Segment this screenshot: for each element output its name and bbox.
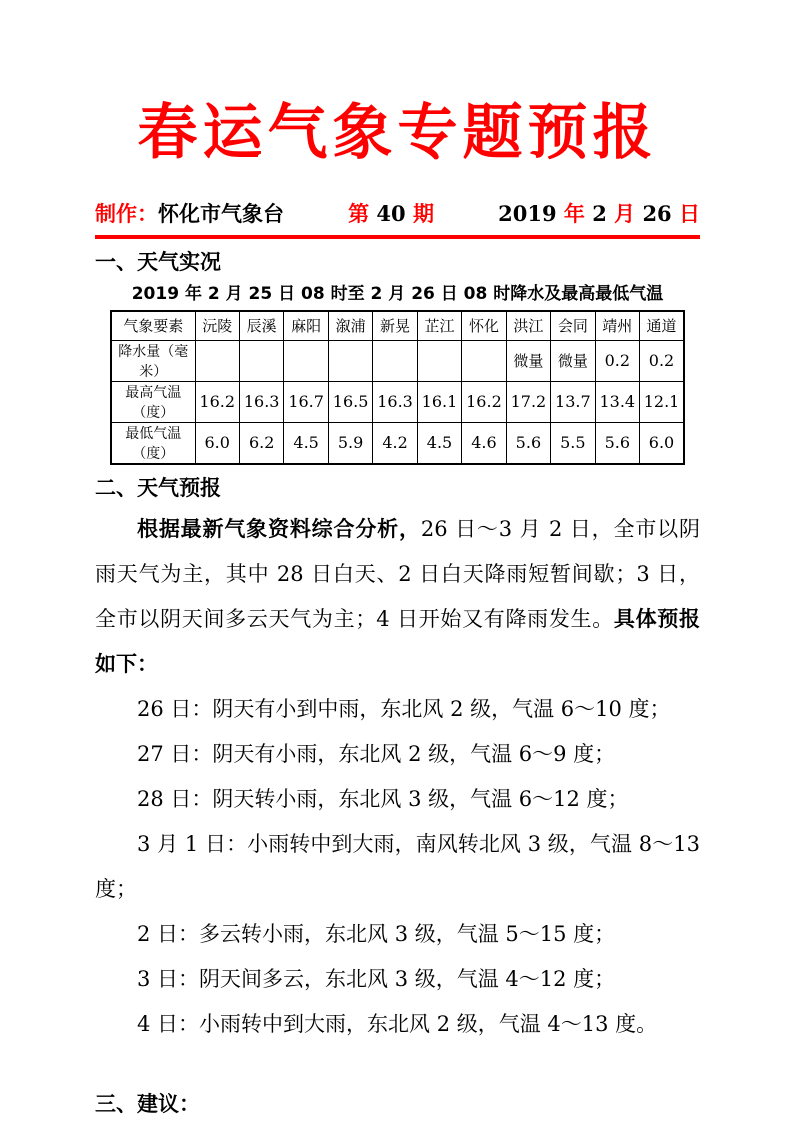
table-cell: 16.3 (239, 381, 283, 422)
table-cell: 微量 (551, 340, 595, 381)
table-header-cell: 辰溪 (239, 311, 283, 340)
date-month-unit: 月 (606, 201, 643, 226)
table-cell: 5.9 (328, 422, 372, 464)
section-heading-weather-actual: 一、天气实况 (95, 250, 221, 274)
table-row-min-temp (111, 422, 684, 464)
forecast-day-line: 3 月 1 日：小雨转中到大雨，南风转北风 3 级，气温 8～13 度； (95, 831, 700, 901)
weather-table-title: 2019 年 2 月 25 日 08 时至 2 月 26 日 08 时降水及最高最低气温 (131, 284, 664, 304)
forecast-day-line: 28 日：阴天转小雨，东北风 3 级，气温 6～12 度； (137, 786, 629, 811)
table-cell: 5.6 (595, 422, 639, 464)
table-cell: 4.6 (462, 422, 506, 464)
table-cell: 0.2 (640, 340, 684, 381)
table-cell: 5.5 (551, 422, 595, 464)
table-cell: 5.6 (506, 422, 550, 464)
forecast-day-line: 3 日：阴天间多云，东北风 3 级，气温 4～12 度； (137, 966, 616, 991)
table-header-cell: 新晃 (373, 311, 417, 340)
table-cell: 12.1 (640, 381, 684, 422)
table-cell (373, 340, 417, 381)
forecast-intro-body: 26 日～3 月 2 日，全市以阴雨天气为主，其中 28 日白天、2 日白天降雨短暂间歇；3 日，全市以阴天间多云天气为主；4 日开始又有降雨发生。 (95, 516, 700, 631)
table-cell: 微量 (506, 340, 550, 381)
table-cell: 6.2 (239, 422, 283, 464)
table-header-cell: 会同 (551, 311, 595, 340)
issue-number: 40 (369, 201, 413, 226)
forecast-intro-tail: 具体预报如下： (95, 606, 700, 676)
table-header-cell: 沅陵 (195, 311, 239, 340)
table-cell (195, 340, 239, 381)
date-month: 2 (592, 201, 607, 226)
forecast-day-line: 27 日：阴天有小雨，东北风 2 级，气温 6～9 度； (137, 741, 616, 766)
table-cell: 16.7 (284, 381, 328, 422)
table-row-label: 最低气温（度） (111, 422, 195, 464)
table-cell (239, 340, 283, 381)
table-row-label: 最高气温（度） (111, 381, 195, 422)
date-year-unit: 年 (556, 201, 593, 226)
forecast-intro-paragraph (95, 507, 700, 687)
table-header-cell: 怀化 (462, 311, 506, 340)
table-row-label: 降水量（毫米） (111, 340, 195, 381)
byline-row (95, 198, 700, 228)
forecast-day-line: 4 日：小雨转中到大雨，东北风 2 级，气温 4～13 度。 (137, 1011, 658, 1036)
forecast-day-line: 2 日：多云转小雨，东北风 3 级，气温 5～15 度； (137, 921, 616, 946)
table-cell: 4.2 (373, 422, 417, 464)
table-cell: 4.5 (284, 422, 328, 464)
issue-suffix: 期 (412, 201, 434, 226)
table-header-cell: 靖州 (595, 311, 639, 340)
table-cell: 17.2 (506, 381, 550, 422)
table-header-row (111, 311, 684, 340)
table-cell: 16.5 (328, 381, 372, 422)
document-title: 春运气象专题预报 (137, 98, 658, 168)
table-header-cell: 麻阳 (284, 311, 328, 340)
table-cell (284, 340, 328, 381)
forecast-day-line: 26 日：阴天有小到中雨，东北风 2 级，气温 6～10 度； (137, 696, 671, 721)
red-divider-rule (95, 235, 700, 239)
byline-producer-value: 怀化市气象台 (158, 201, 284, 226)
table-cell: 16.2 (462, 381, 506, 422)
byline-date (498, 198, 700, 228)
date-day: 26 (642, 201, 672, 226)
table-row-precipitation (111, 340, 684, 381)
table-header-cell: 气象要素 (111, 311, 195, 340)
weather-observation-table (110, 310, 685, 465)
table-cell (328, 340, 372, 381)
issue-prefix: 第 (348, 201, 370, 226)
table-cell: 6.0 (195, 422, 239, 464)
table-cell: 4.5 (417, 422, 461, 464)
byline-issue (348, 198, 434, 228)
byline-producer (95, 198, 284, 228)
table-header-cell: 洪江 (506, 311, 550, 340)
table-cell: 16.3 (373, 381, 417, 422)
section-heading-forecast: 二、天气预报 (95, 475, 221, 500)
table-cell: 13.7 (551, 381, 595, 422)
table-cell: 16.1 (417, 381, 461, 422)
date-year: 2019 (498, 201, 557, 226)
table-row-max-temp (111, 381, 684, 422)
table-header-cell: 溆浦 (328, 311, 372, 340)
table-cell: 6.0 (640, 422, 684, 464)
table-cell: 13.4 (595, 381, 639, 422)
byline-producer-label: 制作： (95, 201, 158, 226)
table-cell (417, 340, 461, 381)
table-header-cell: 通道 (640, 311, 684, 340)
section-heading-suggestion: 三、建议： (95, 1091, 200, 1116)
forecast-intro-lead: 根据最新气象资料综合分析， (137, 516, 421, 541)
date-day-unit: 日 (671, 201, 700, 226)
table-cell: 16.2 (195, 381, 239, 422)
table-cell: 0.2 (595, 340, 639, 381)
table-header-cell: 芷江 (417, 311, 461, 340)
table-cell (462, 340, 506, 381)
